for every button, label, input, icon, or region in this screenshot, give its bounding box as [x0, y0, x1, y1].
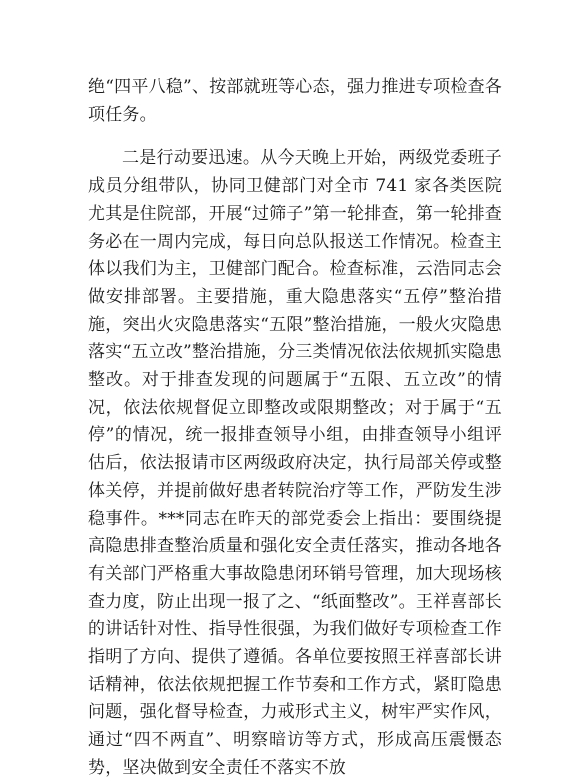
- paragraph-gap: [88, 129, 502, 145]
- paragraph-continuation: 绝“四平八稳”、按部就班等心态，强力推进专项检查各项任务。: [88, 77, 502, 125]
- document-body: [88, 74, 502, 783]
- paragraph-action-speed: 二是行动要迅速。从今天晚上开始，两级党委班子成员分组带队，协同卫健部门对全市 741 家各类医院尤其是住院部，开展“过筛子”第一轮排查，第一轮排查务必在一周内完成，每日向总队报送工作情况。检查主体以我们为主，卫健部门配合。检查标准，云浩同志会做安排部署。主要措施，重大隐患落实“五停”整治措施，突出火灾隐患落实“五限”整治措施，一般火灾隐患落实“五立改”整治措施，分三类情况依法依规抓实隐患整改。对于排查发现的问题属于“五限、五立改”的情况，依法依规督促立即整改或限期整改；对于属于“五停”的情况，统一报排查领导小组，由排查领导小组评估后，依法报请市区两级政府决定，执行局部关停或整体关停，并提前做好患者转院治疗等工作，严防发生涉稳事件。***同志在昨天的部党委会上指出：要围绕提高隐患排查整治质量和强化安全责任落实，推动各地各有关部门严格重大事故隐患闭环销号管理，加大现场核查力度，防止出现一报了之、“纸面整改”。王祥喜部长的讲话针对性、指导性很强，为我们做好专项检查工作指明了方向、提供了遵循。各单位要按照王祥喜部长讲话精神，依法依规把握工作节奏和工作方式，紧盯隐患问题，强化督导检查，力戒形式主义，树牢严实作风，通过“四不两直”、明察暗访等方式，形成高压震慑态势，坚决做到安全责任不落实不放: [88, 148, 502, 778]
